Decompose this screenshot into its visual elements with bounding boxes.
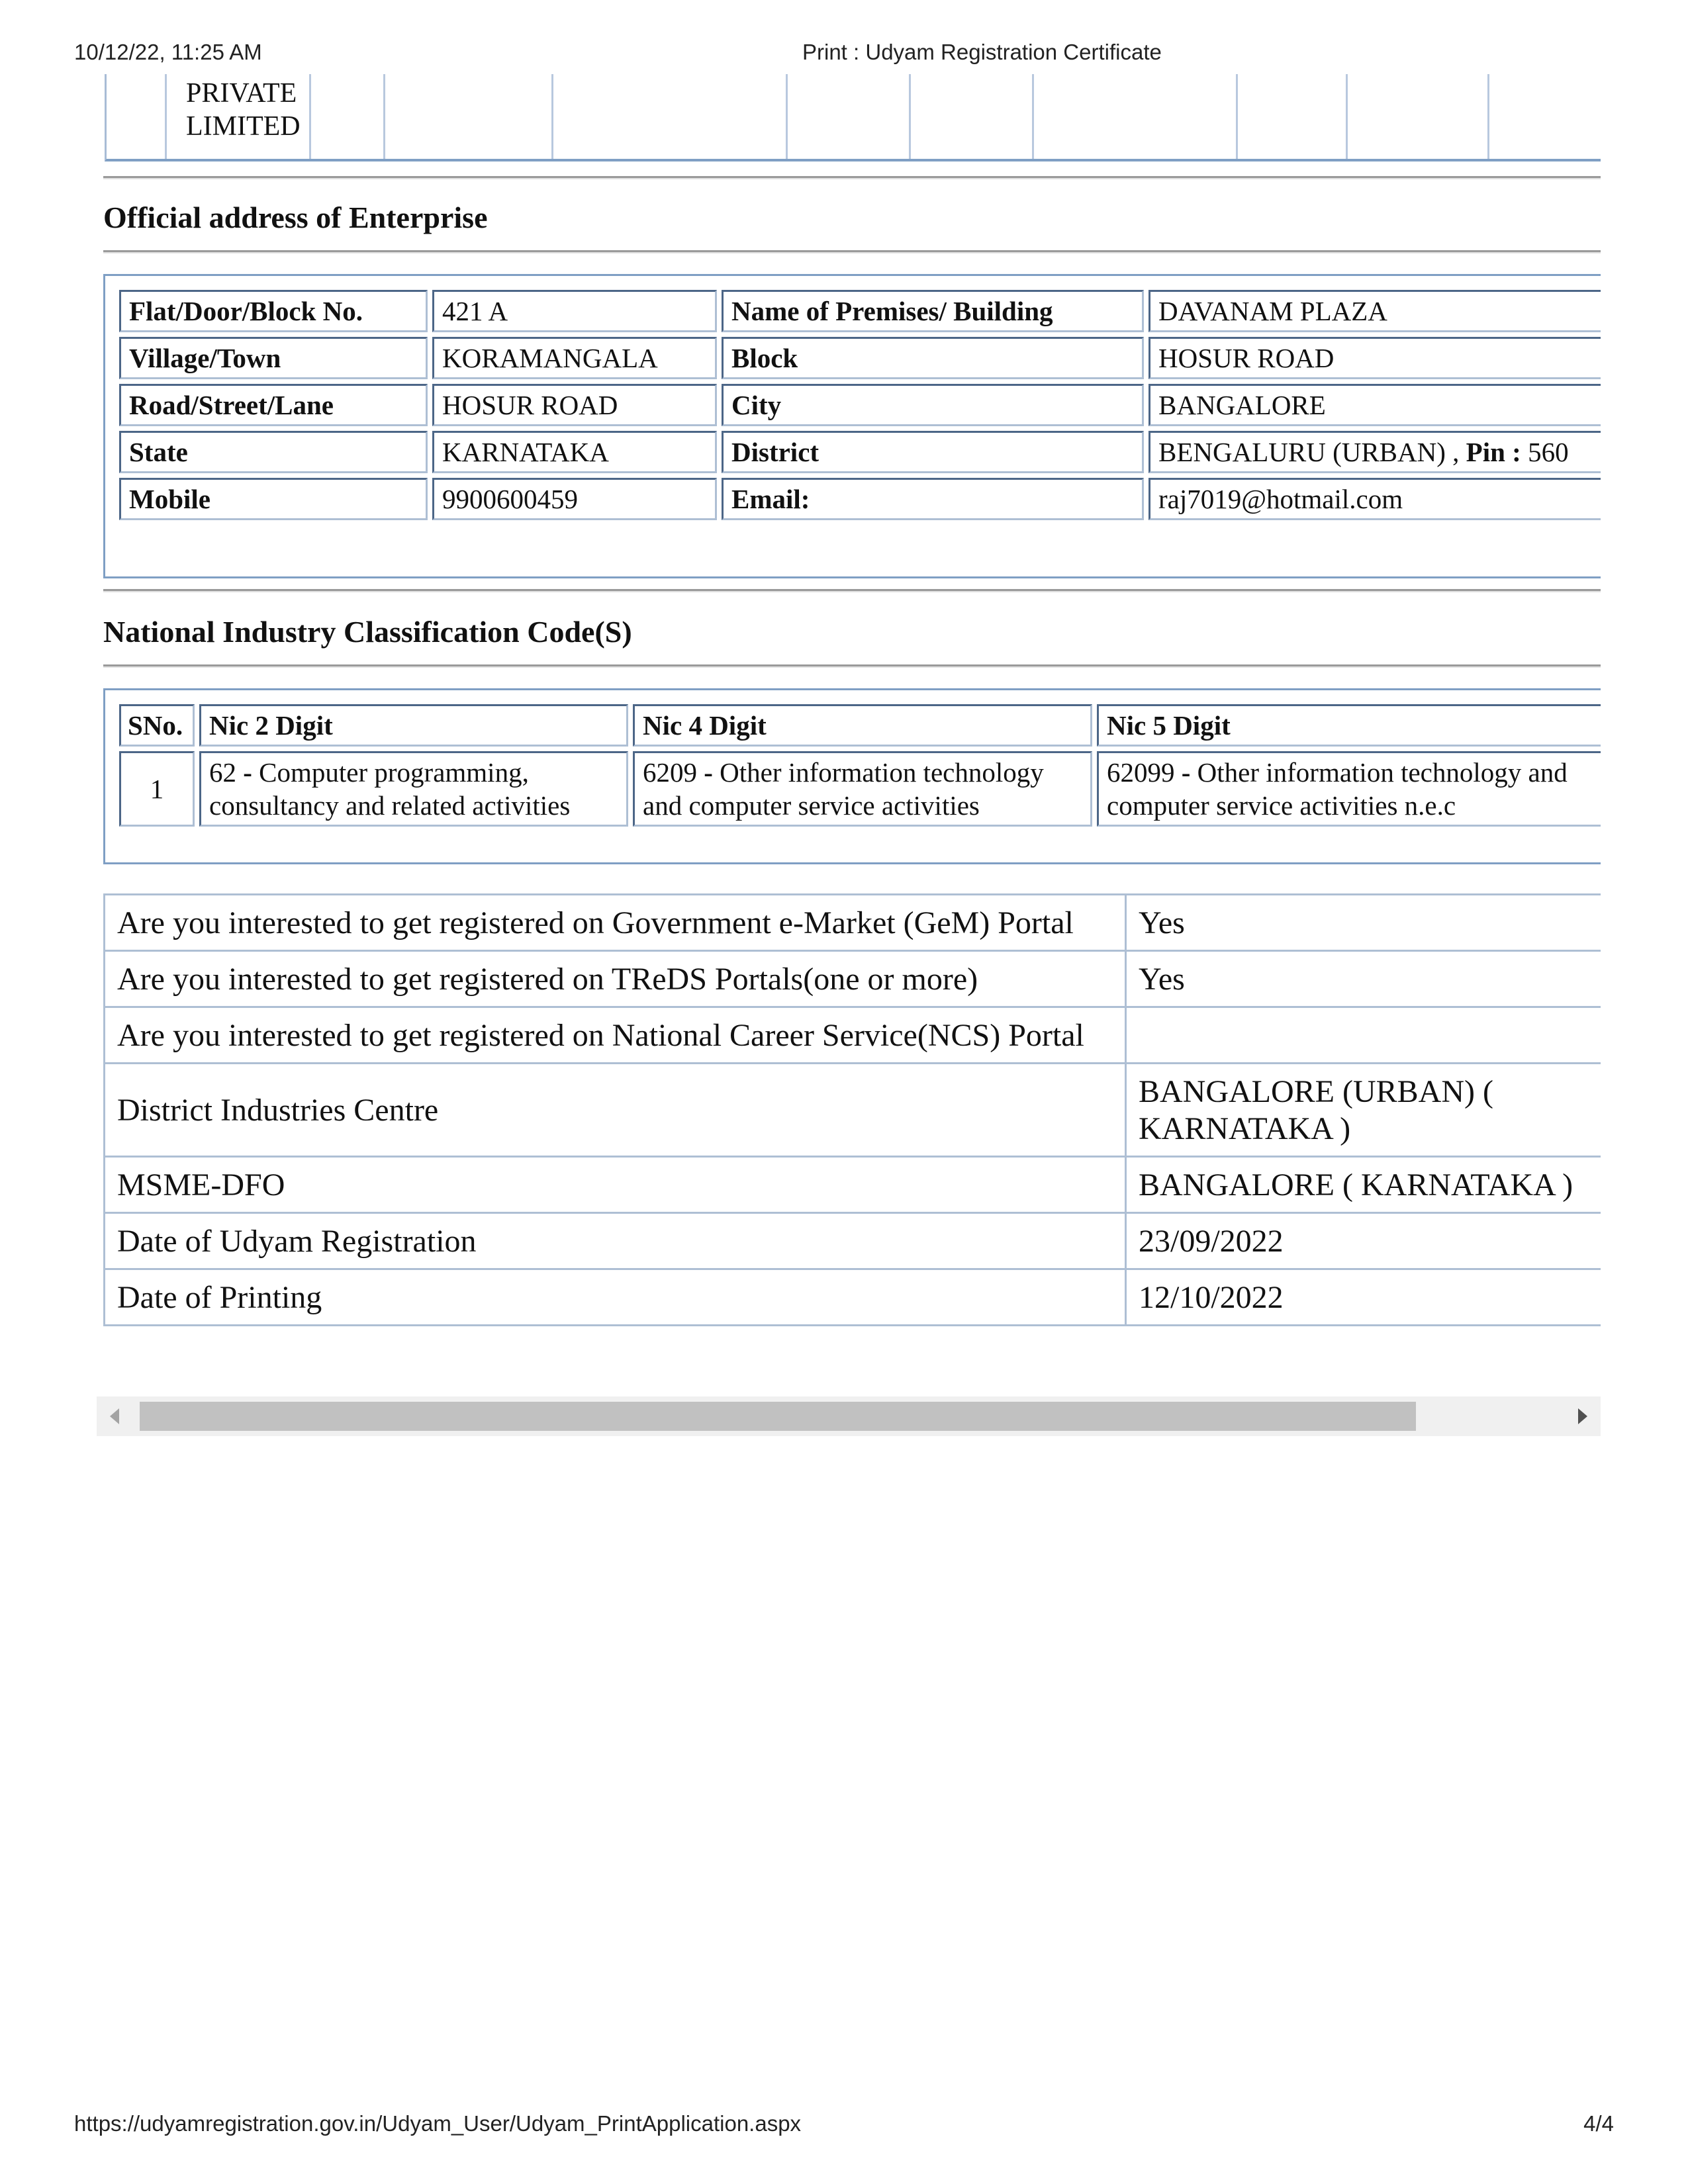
value-district: BENGALURU (URBAN) , Pin : 560: [1149, 431, 1601, 473]
nic-section-title: National Industry Classification Code(S): [103, 615, 632, 649]
scrollbar-thumb[interactable]: [140, 1402, 1416, 1431]
detail-answer: Yes: [1126, 895, 1601, 951]
nic4-description: Other information technology and computer service activities: [643, 757, 1044, 821]
detail-question: MSME-DFO: [105, 1157, 1126, 1213]
label-city: City: [722, 384, 1144, 426]
detail-answer: 23/09/2022: [1126, 1213, 1601, 1269]
detail-answer: Yes: [1126, 951, 1601, 1007]
table-row: [119, 384, 1601, 426]
value-premises: DAVANAM PLAZA: [1149, 290, 1601, 332]
previous-table-fragment: [105, 74, 1601, 161]
print-page-title: Print : Udyam Registration Certificate: [802, 40, 1162, 64]
address-section-title: Official address of Enterprise: [103, 201, 488, 234]
nic5-cell: 62099 - Other information technology and computer service activities n.e.c: [1097, 751, 1601, 827]
table-row: [105, 1213, 1601, 1269]
table-row: [105, 895, 1601, 951]
header-nic2: Nic 2 Digit: [199, 704, 628, 747]
nic4-cell: 6209 - Other information technology and computer service activities: [633, 751, 1092, 827]
header-nic4: Nic 4 Digit: [633, 704, 1092, 747]
label-premises: Name of Premises/ Building: [722, 290, 1144, 332]
table-row: [105, 1157, 1601, 1213]
detail-answer: 12/10/2022: [1126, 1269, 1601, 1326]
label-district: District: [722, 431, 1144, 473]
value-village-town: KORAMANGALA: [432, 337, 717, 379]
print-page-number: 4/4: [1583, 2111, 1614, 2136]
label-road-street: Road/Street/Lane: [119, 384, 428, 426]
print-footer: [0, 2111, 1688, 2140]
nic5-description: Other information technology and computer service activities n.e.c: [1107, 757, 1568, 821]
scroll-right-arrow-icon[interactable]: [1578, 1408, 1587, 1424]
certificate-scroll-region[interactable]: [97, 74, 1601, 1447]
nic-sno: 1: [119, 751, 195, 827]
nic-frame: [103, 688, 1601, 864]
detail-answer: BANGALORE ( KARNATAKA ): [1126, 1157, 1601, 1213]
detail-question: Date of Udyam Registration: [105, 1213, 1126, 1269]
table-row: [105, 1007, 1601, 1064]
table-row: [105, 1064, 1601, 1157]
divider: [103, 664, 1601, 668]
table-row: [105, 951, 1601, 1007]
detail-question: Are you interested to get registered on National Career Service(NCS) Portal: [105, 1007, 1126, 1064]
detail-question: Are you interested to get registered on TReDS Portals(one or more): [105, 951, 1126, 1007]
label-email: Email:: [722, 478, 1144, 520]
label-block: Block: [722, 337, 1144, 379]
label-state: State: [119, 431, 428, 473]
detail-answer: BANGALORE (URBAN) ( KARNATAKA ): [1126, 1064, 1601, 1157]
registration-details-table: [103, 893, 1601, 1326]
table-row: [105, 1269, 1601, 1326]
value-email: raj7019@hotmail.com: [1149, 478, 1601, 520]
organisation-type-cell: PRIVATE LIMITED: [186, 78, 301, 142]
divider: [103, 250, 1601, 253]
nic2-code: 62: [209, 757, 236, 788]
print-datetime: 10/12/22, 11:25 AM: [74, 40, 262, 64]
header-sno: SNo.: [119, 704, 195, 747]
table-row: [119, 290, 1601, 332]
nic5-code: 62099: [1107, 757, 1175, 788]
pin-label: Pin :: [1466, 437, 1521, 467]
value-flat-door: 421 A: [432, 290, 717, 332]
address-frame: [103, 274, 1601, 578]
horizontal-scrollbar[interactable]: [97, 1396, 1601, 1436]
divider: [103, 589, 1601, 592]
header-nic5: Nic 5 Digit: [1097, 704, 1601, 747]
divider: [103, 176, 1601, 179]
print-header: [0, 40, 1688, 69]
detail-answer: [1126, 1007, 1601, 1064]
label-village-town: Village/Town: [119, 337, 428, 379]
label-flat-door: Flat/Door/Block No.: [119, 290, 428, 332]
nic2-description: Computer programming, consultancy and related activities: [209, 757, 571, 821]
detail-question: Date of Printing: [105, 1269, 1126, 1326]
nic2-cell: 62 - Computer programming, consultancy and related activities: [199, 751, 628, 827]
nic-table: [115, 700, 1601, 831]
table-row: [119, 337, 1601, 379]
detail-question: District Industries Centre: [105, 1064, 1126, 1157]
value-road-street: HOSUR ROAD: [432, 384, 717, 426]
label-mobile: Mobile: [119, 478, 428, 520]
nic4-code: 6209: [643, 757, 697, 788]
address-table: [115, 285, 1601, 525]
value-city: BANGALORE: [1149, 384, 1601, 426]
scroll-left-arrow-icon[interactable]: [110, 1408, 119, 1424]
value-state: KARNATAKA: [432, 431, 717, 473]
table-row: [119, 478, 1601, 520]
pin-value: 560: [1528, 437, 1569, 467]
print-url: https://udyamregistration.gov.in/Udyam_User/Udyam_PrintApplication.aspx: [74, 2111, 802, 2136]
detail-question: Are you interested to get registered on Government e-Market (GeM) Portal: [105, 895, 1126, 951]
value-mobile: 9900600459: [432, 478, 717, 520]
table-row: [119, 704, 1601, 747]
table-row: [119, 431, 1601, 473]
table-row: [119, 751, 1601, 827]
value-block: HOSUR ROAD: [1149, 337, 1601, 379]
